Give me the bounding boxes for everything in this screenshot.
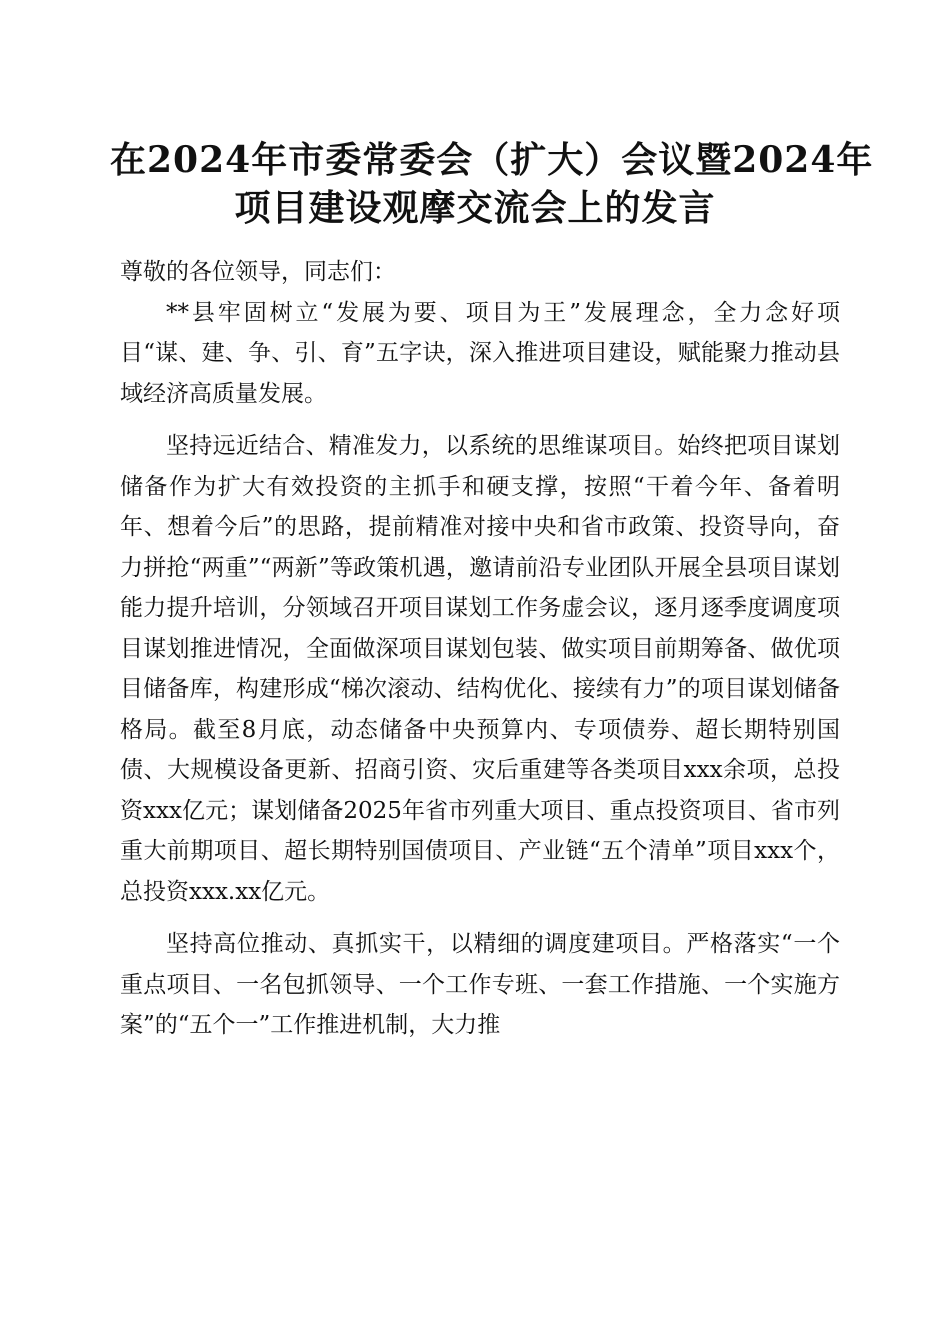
document-title [110,136,874,232]
paragraph-gap [120,414,840,426]
document-body [120,252,840,1046]
salutation: 尊敬的各位领导，同志们： [120,259,396,285]
title-line-1: 在2024年市委常委会（扩大）会议暨2024年 [110,139,874,181]
paragraph-gap [120,912,840,924]
paragraph-intro: **县牢固树立“发展为要、项目为王”发展理念，全力念好项目“谋、建、争、引、育”五字诀，深入推进项目建设，赋能聚力推动县域经济高质量发展。 [120,299,840,407]
paragraph-construction: 坚持高位推动、真抓实干，以精细的调度建项目。严格落实“一个重点项目、一名包抓领导、一个工作专班、一套工作措施、一个实施方案”的“五个一”工作推进机制，大力推 [120,931,840,1038]
title-line-2: 项目建设观摩交流会上的发言 [234,187,716,229]
paragraph-planning: 坚持远近结合、精准发力，以系统的思维谋项目。始终把项目谋划储备作为扩大有效投资的主抓手和硬支撑，按照“干着今年、备着明年、想着今后”的思路，提前精准对接中央和省市政策、投资导向，奋力拼抢“两重”“两新”等政策机遇，邀请前沿专业团队开展全县项目谋划能力提升培训，分领域召开项目谋划工作务虚会议，逐月逐季度调度项目谋划推进情况，全面做深项目谋划包装、做实项目前期筹备、做优项目储备库，构建形成“梯次滚动、结构优化、接续有力”的项目谋划储备格局。截至8月底，动态储备中央预算内、专项债券、超长期特别国债、大规模设备更新、招商引资、灾后重建等各类项目xxx余项，总投资xxx亿元；谋划储备2025年省市列重大项目、重点投资项目、省市列重大前期项目、超长期特别国债项目、产业链“五个清单”项目xxx个，总投资xxx.xx亿元。 [120,433,840,905]
